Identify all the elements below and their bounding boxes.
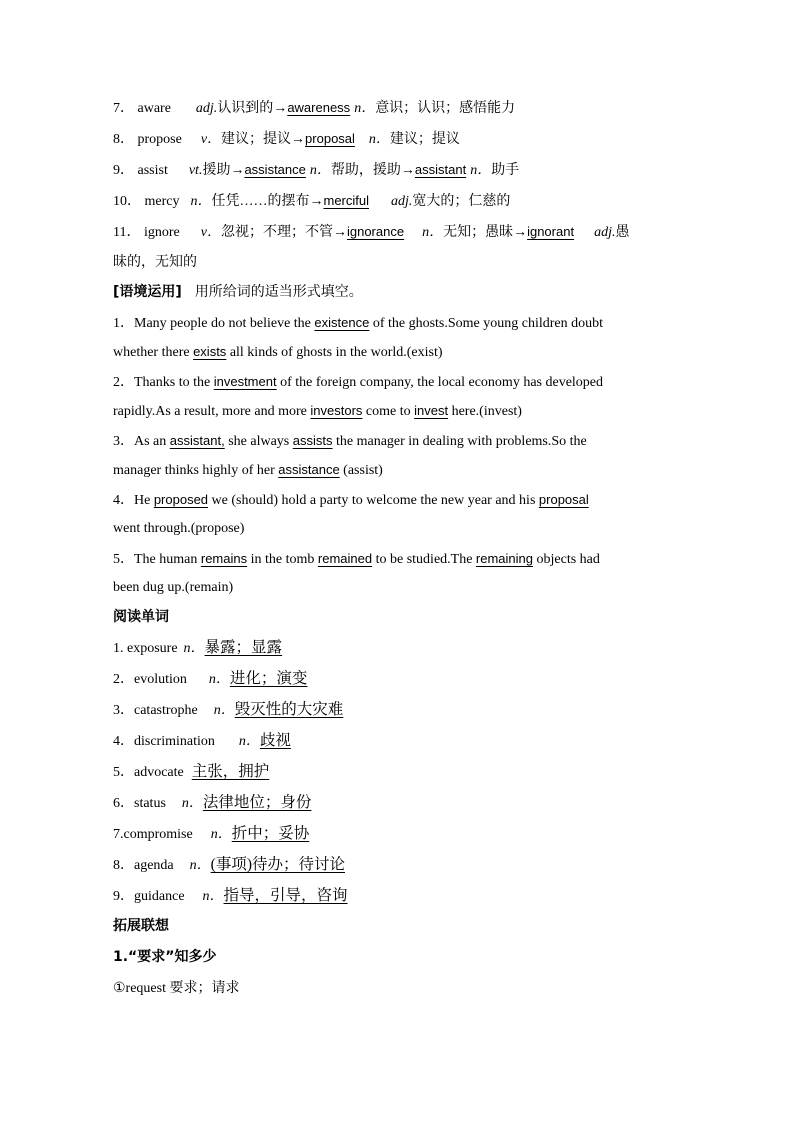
vocab-word: ignore xyxy=(143,225,180,240)
answer-blank: 进化；演变 xyxy=(229,670,308,687)
item-number: 7. xyxy=(113,827,124,842)
part-of-speech: adj. xyxy=(594,225,616,240)
vocab-item xyxy=(113,123,683,154)
context-item-line xyxy=(113,337,683,367)
sentence-text: rapidly.As a result, more and more xyxy=(113,404,311,419)
vocab-item xyxy=(113,154,683,185)
part-of-speech: n． xyxy=(238,734,260,749)
definition: 忽视；不理；不管→ xyxy=(220,225,347,240)
item-number: 4． xyxy=(113,492,134,508)
answer-blank: 折中；妥协 xyxy=(231,825,310,842)
reading-word-item xyxy=(113,725,683,756)
answer-blank: proposed xyxy=(153,491,209,507)
part-of-speech: n． xyxy=(202,889,224,904)
vocab-word: propose xyxy=(137,132,182,147)
answer-blank: existence xyxy=(314,314,370,330)
reading-word-item xyxy=(113,787,683,818)
sentence-text: whether there xyxy=(113,345,194,360)
answer-blank: awareness xyxy=(287,100,351,115)
sentence-text: objects had xyxy=(533,551,600,567)
definition: 建议；提议→ xyxy=(221,132,306,147)
section-header-context xyxy=(113,278,683,308)
definition: 建议；提议 xyxy=(389,132,460,147)
sentence-text: to be studied.The xyxy=(372,551,476,567)
expand-item-text: ①request 要求；请求 xyxy=(113,981,240,996)
reading-word-list xyxy=(113,632,683,911)
vocab-item xyxy=(113,185,683,216)
vocab-item xyxy=(113,216,683,247)
sentence-text: Thanks to the xyxy=(134,374,214,390)
answer-blank: 暴露；显露 xyxy=(204,639,283,656)
context-item-line xyxy=(113,308,683,338)
item-number: 3． xyxy=(113,433,134,449)
sentence-text: we (should) hold a party to welcome the new year and his xyxy=(208,492,539,508)
part-of-speech: n． xyxy=(309,163,331,178)
reading-word-item xyxy=(113,632,683,663)
sentence-text: of the foreign company, the local economy has developed xyxy=(276,374,604,390)
reading-word-item xyxy=(113,818,683,849)
part-of-speech: n． xyxy=(208,672,230,687)
sentence-text: of the ghosts.Some young children doubt xyxy=(369,315,604,331)
vocab-word: catastrophe xyxy=(134,703,198,718)
item-number: 2． xyxy=(113,374,134,390)
sentence-text: went through.(propose) xyxy=(113,521,245,536)
definition: 助手 xyxy=(491,163,520,178)
subsection-title: 1.“要求”知多少 xyxy=(113,949,217,965)
answer-blank: remaining xyxy=(475,550,534,566)
answer-blank: assistant xyxy=(414,162,467,177)
item-number: 11． xyxy=(113,225,141,240)
sentence-text: Many people do not believe the xyxy=(134,315,315,331)
expand-subtitle xyxy=(113,942,683,973)
context-item-line xyxy=(113,544,683,574)
answer-blank: 毁灭性的大灾难 xyxy=(234,701,344,718)
answer-blank: proposal xyxy=(538,491,589,507)
sentence-text: all kinds of ghosts in the world.(exist) xyxy=(226,345,443,360)
section-header-expand xyxy=(113,911,683,942)
item-number: 8． xyxy=(113,858,134,873)
part-of-speech: n． xyxy=(210,827,232,842)
sentence-text: been dug up.(remain) xyxy=(113,580,234,595)
definition: 意识；认识；感悟能力 xyxy=(375,101,516,116)
vocab-word: compromise xyxy=(123,827,193,842)
vocab-word: evolution xyxy=(134,672,187,687)
reading-word-item xyxy=(113,694,683,725)
answer-blank: ignorance xyxy=(346,224,405,239)
item-number: 7． xyxy=(113,101,134,116)
answer-blank: ignorant xyxy=(527,224,575,239)
vocab-word: agenda xyxy=(134,858,174,873)
item-number: 5． xyxy=(113,551,134,567)
item-number: 4． xyxy=(113,734,134,749)
vocab-word: assist xyxy=(137,163,168,178)
context-item-line xyxy=(113,455,683,485)
definition: 宽大的；仁慈的 xyxy=(412,194,511,209)
item-number: 1. xyxy=(113,641,127,656)
part-of-speech: adj. xyxy=(391,194,413,209)
answer-blank: investment xyxy=(213,373,277,389)
definition: 无知；愚昧→ xyxy=(443,225,528,240)
reading-word-item xyxy=(113,663,683,694)
vocab-word: aware xyxy=(137,101,171,116)
section-title: 阅读单词 xyxy=(113,608,169,625)
part-of-speech: v． xyxy=(200,132,222,147)
answer-blank: exists xyxy=(193,344,227,359)
part-of-speech: n． xyxy=(354,101,376,116)
part-of-speech: n． xyxy=(368,132,390,147)
document-page xyxy=(113,92,683,1004)
vocab-word: guidance xyxy=(134,889,185,904)
answer-blank: (事项)待办；待讨论 xyxy=(210,856,345,873)
answer-blank: assistant, xyxy=(169,432,225,448)
section-header-reading xyxy=(113,603,683,633)
section-label: [语境运用] xyxy=(113,284,182,300)
definition: 帮助，援助→ xyxy=(330,163,415,178)
answer-blank: 主张，拥护 xyxy=(191,763,270,780)
sentence-text: come to xyxy=(362,404,415,419)
context-item-line xyxy=(113,573,683,603)
answer-blank: merciful xyxy=(323,193,369,208)
part-of-speech: v． xyxy=(200,225,221,240)
answer-blank: 指导，引导，咨询 xyxy=(223,887,348,904)
answer-blank: invest xyxy=(414,403,449,418)
part-of-speech: n． xyxy=(470,163,492,178)
part-of-speech: adj. xyxy=(195,101,218,116)
expand-item xyxy=(113,973,683,1004)
vocab-word: discrimination xyxy=(134,734,215,749)
context-item-line xyxy=(113,396,683,426)
part-of-speech: n． xyxy=(183,641,205,656)
sentence-text: As an xyxy=(134,433,170,449)
part-of-speech: n． xyxy=(181,796,203,811)
part-of-speech: n． xyxy=(422,225,444,240)
answer-blank: investors xyxy=(310,403,363,418)
vocab-word: advocate xyxy=(134,765,184,780)
context-item-line xyxy=(113,367,683,397)
answer-blank: 法律地位；身份 xyxy=(202,794,312,811)
part-of-speech: n． xyxy=(213,703,235,718)
sentence-text: manager thinks highly of her xyxy=(113,463,279,478)
item-number: 6． xyxy=(113,796,134,811)
answer-blank: remained xyxy=(317,550,373,566)
sentence-text: He xyxy=(134,492,154,508)
definition: 认识到的→ xyxy=(217,101,288,116)
item-number: 8． xyxy=(113,132,134,147)
answer-blank: assistance xyxy=(278,462,340,477)
vocab-word: exposure xyxy=(127,641,178,656)
part-of-speech: n． xyxy=(189,858,211,873)
item-number: 10． xyxy=(113,194,141,209)
reading-word-item xyxy=(113,880,683,911)
item-number: 2． xyxy=(113,672,134,687)
sentence-text: in the tomb xyxy=(247,551,318,567)
sentence-text: she always xyxy=(224,433,293,449)
answer-blank: remains xyxy=(200,550,248,566)
vocab-item-continuation xyxy=(113,247,683,278)
sentence-text: (assist) xyxy=(339,463,383,478)
vocab-word: status xyxy=(134,796,166,811)
part-of-speech: n． xyxy=(190,194,212,209)
answer-blank: assists xyxy=(292,432,333,448)
item-number: 9． xyxy=(113,889,134,904)
part-of-speech: vt. xyxy=(188,163,203,178)
item-number: 3． xyxy=(113,703,134,718)
reading-word-item xyxy=(113,849,683,880)
vocab-word: mercy xyxy=(144,194,180,209)
item-number: 9． xyxy=(113,163,134,178)
reading-word-item xyxy=(113,756,683,787)
vocab-item xyxy=(113,92,683,123)
context-item-line xyxy=(113,485,683,515)
sentence-text: here.(invest) xyxy=(448,404,522,419)
item-number: 1． xyxy=(113,315,134,331)
item-number: 5． xyxy=(113,765,134,780)
context-item-line xyxy=(113,514,683,544)
definition: 援助→ xyxy=(202,163,245,178)
definition: 愚 xyxy=(615,225,630,240)
answer-blank: proposal xyxy=(305,131,355,146)
section-instruction: 用所给词的适当形式填空。 xyxy=(194,285,363,300)
sentence-text: the manager in dealing with problems.So the xyxy=(332,433,587,449)
definition: 任凭……的摆布→ xyxy=(211,194,324,209)
sentence-text: The human xyxy=(134,551,201,567)
section-title: 拓展联想 xyxy=(113,918,169,934)
context-item-line xyxy=(113,426,683,456)
answer-blank: 歧视 xyxy=(259,732,291,749)
definition: 昧的，无知的 xyxy=(113,255,197,270)
answer-blank: assistance xyxy=(244,162,306,177)
